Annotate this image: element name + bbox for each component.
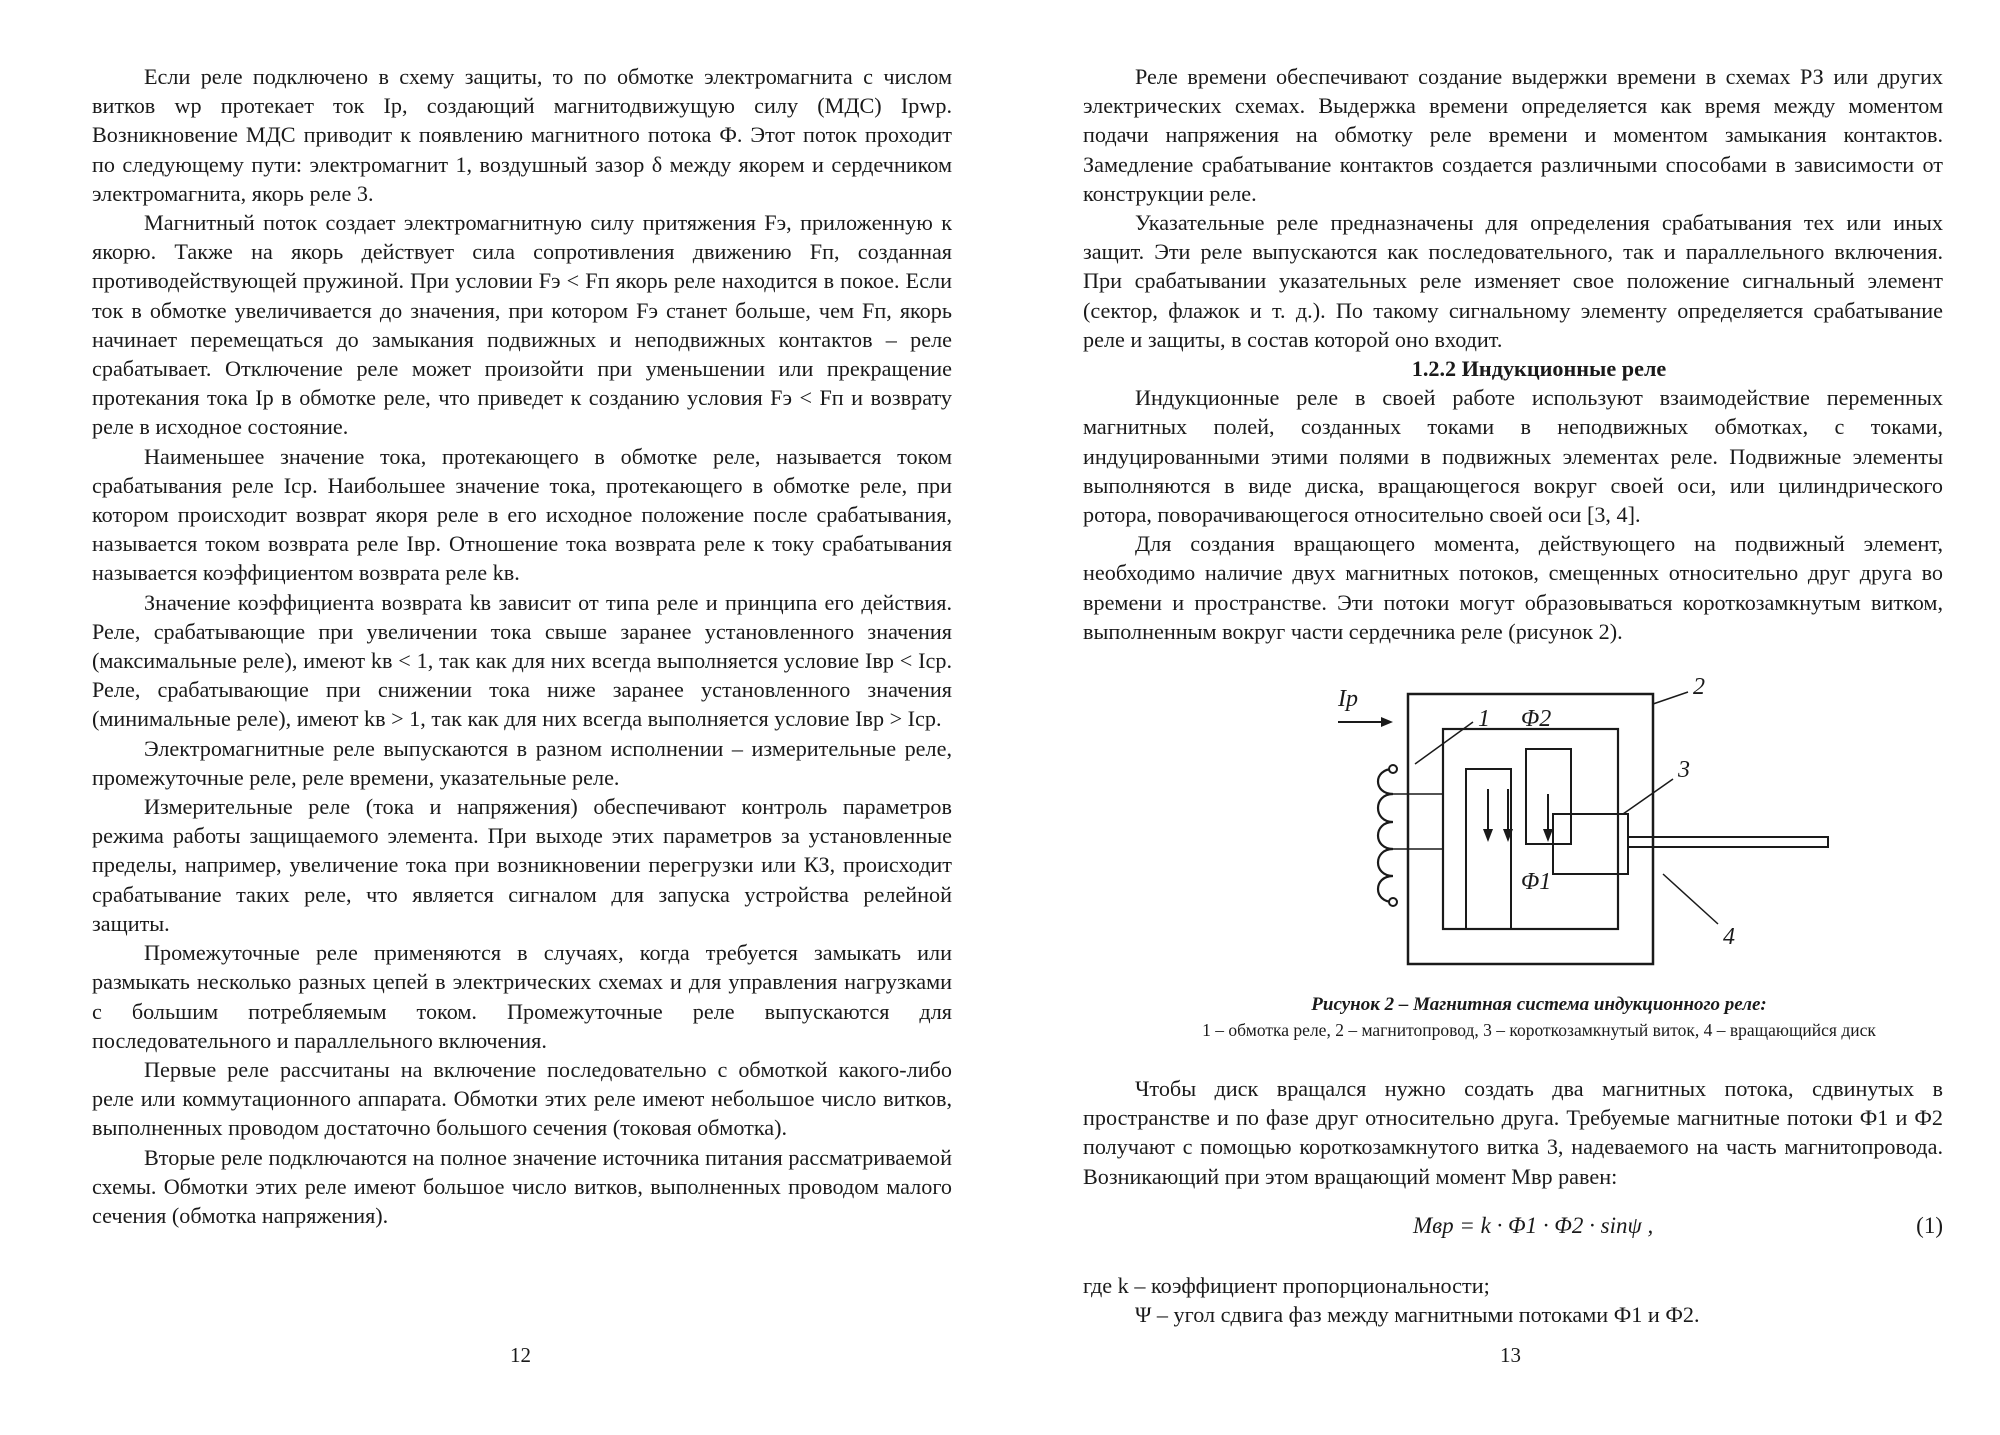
label-phi1: Φ1 <box>1521 869 1552 896</box>
left-paragraph-8: Первые реле рассчитаны на включение последовательно с обмоткой какого-либо реле или коммутационного аппарата. Обмотки этих реле имеют небольшое число витков, выполненных проводом достаточно большого сечения (токовая обмотка). <box>92 1056 952 1141</box>
formula-1 <box>1083 1203 1943 1253</box>
left-paragraph-9: Вторые реле подключаются на полное значение источника питания рассматриваемой схемы. Обмотки этих реле имеют большое число витков, выполненных проводом малого сечения (обмотка напряжения). <box>92 1144 952 1228</box>
right-paragraph-5: Чтобы диск вращался нужно создать два магнитных потока, сдвинутых в пространстве и по фазе друг относительно друга. Требуемые магнитные потоки Ф1 и Ф2 получают с помощью короткозамкнутого витка 3, надеваемого на часть магнитопровода. Возникающий при этом вращающий момент Mвр равен: <box>1083 1076 1943 1189</box>
label-2: 2 <box>1693 674 1705 701</box>
right-paragraph-4: Для создания вращающего момента, действующего на подвижный элемент, необходимо наличие двух магнитных потоков, смещенных относительно друг друга во времени и пространстве. Эти потоки могут образовываться короткозамкнутым витком, выполненным вокруг части сердечника реле (рисунок 2). <box>1083 531 1943 644</box>
coil-winding <box>1378 769 1393 902</box>
left-page <box>92 62 952 1230</box>
magnetic-core-window <box>1443 729 1618 929</box>
left-page-number: 12 <box>510 1343 531 1367</box>
left-paragraph-6: Измерительные реле (тока и напряжения) обеспечивают контроль параметров режима работы защищаемого элемента. При выходе этих параметров за установленные пределы, например, увеличение тока при возникновении перегрузки или КЗ, происходит срабатывание таких реле, что является сигналом для запуска устройства релейной защиты. <box>92 794 952 936</box>
coil-terminal-top <box>1389 765 1397 773</box>
left-paragraph-4: Значение коэффициента возврата kв зависит от типа реле и принципа его действия. Реле, срабатывающие при увеличении тока свыше заранее установленного значения (максимальные реле), имеют kв < 1, так как для них всегда выполняется условие Iвр < Iср. Реле, срабатывающие при снижении тока ниже заранее установленного значения (минимальные реле), имеют kв > 1, так как для них всегда выполняется условие Iвр > Iср. <box>92 589 952 732</box>
formula-expression: Mвр = k · Φ1 · Φ2 · sinψ , <box>1413 1212 1654 1238</box>
left-paragraph-5: Электромагнитные реле выпускаются в разном исполнении – измерительные реле, промежуточные реле, реле времени, указательные реле. <box>92 735 952 790</box>
left-paragraph-1: Если реле подключено в схему защиты, то по обмотке электромагнита с числом витков wр протекает ток Iр, создающий магнитодвижущую силу (МДС) Iрwр. Возникновение МДС приводит к появлению магнитного потока Ф. Этот поток проходит по следующему пути: электромагнит 1, воздушный зазор δ между якорем и сердечником электромагнита, якорь реле 3. <box>92 64 952 206</box>
left-paragraph-3: Наименьшее значение тока, протекающего в обмотке реле, называется током срабатывания реле Iср. Наибольшее значение тока, протекающего в обмотке реле, при котором происходит возврат якоря реле в его исходное положение после срабатывания, называется током возврата реле Iвр. Отношение тока возврата реле к току срабатывания называется коэффициентом возврата реле kв. <box>92 443 952 586</box>
label-1: 1 <box>1478 706 1490 733</box>
relay-diagram <box>1083 674 1943 974</box>
rotating-disk <box>1628 837 1828 847</box>
left-paragraph-2: Магнитный поток создает электромагнитную силу притяжения Fэ, приложенную к якорю. Также на якорь действует сила сопротивления движению Fп, созданная противодействующей пружиной. При условии Fэ < Fп якорь реле находится в покое. Если ток в обмотке увеличивается до значения, при котором Fэ станет больше, чем Fп, якорь начинает перемещаться до замыкания подвижных и неподвижных контактов – реле срабатывает. Отключение реле может произойти при уменьшении или прекращение протекания тока Iр в обмотке реле, что приведет к созданию условия Fэ < Fп и возврату реле в исходное состояние. <box>92 210 952 440</box>
coil-terminal-bottom <box>1389 898 1397 906</box>
figure-caption-title: Рисунок 2 – Магнитная система индукционного реле: <box>1311 994 1767 1016</box>
label-phi2: Φ2 <box>1521 706 1552 733</box>
label-4: 4 <box>1723 924 1735 951</box>
figure-magnetic-system <box>1083 674 1943 1054</box>
right-paragraph-2: Указательные реле предназначены для определения срабатывания тех или иных защит. Эти реле выпускаются как последовательного, так и параллельного включения. При срабатывании указательных реле изменяет свое положение сигнальный элемент (сектор, флажок и т. д.). По такому сигнальному элементу определяется срабатывание реле и защиты, в состав которой оно входит. <box>1083 210 1943 352</box>
where-line-2: Ψ – угол сдвига фаз между магнитными потоками Ф1 и Ф2. <box>1135 1302 1700 1328</box>
figure-caption-legend: 1 – обмотка реле, 2 – магнитопровод, 3 – короткозамкнутый виток, 4 – вращающийся диск <box>1202 1020 1876 1041</box>
label-current: Iр <box>1338 686 1358 713</box>
right-page <box>1083 62 1943 1329</box>
right-page-number: 13 <box>1500 1343 1521 1367</box>
where-line-1: где k – коэффициент пропорциональности; <box>1083 1272 1490 1298</box>
magnetic-core-outer <box>1408 694 1653 964</box>
section-heading: 1.2.2 Индукционные реле <box>1411 356 1667 382</box>
right-paragraph-1: Реле времени обеспечивают создание выдержки времени в схемах РЗ или других электрических схемах. Выдержка времени определяется как время между моментом подачи напряжения на обмотку реле времени и моментом замыкания контактов. Замедление срабатывание контактов создается различными способами в зависимости от конструкции реле. <box>1083 64 1943 206</box>
right-paragraph-3: Индукционные реле в своей работе используют взаимодействие переменных магнитных полей, созданных токами в неподвижных обмотках, с токами, индуцированными этими полями в подвижных элементах реле. Подвижные элементы выполняются в виде диска, вращающегося вокруг своей оси, или цилиндрического ротора, поворачивающегося относительно своей оси [3, 4]. <box>1083 385 1943 528</box>
left-paragraph-7: Промежуточные реле применяются в случаях, когда требуется замыкать или размыкать несколько разных цепей в электрических схемах и для управления нагрузками с большим потребляемым током. Промежуточные реле выпускаются для последовательного и параллельного включения. <box>92 940 952 1053</box>
formula-number: (1) <box>1916 1212 1943 1238</box>
label-3: 3 <box>1678 757 1690 784</box>
